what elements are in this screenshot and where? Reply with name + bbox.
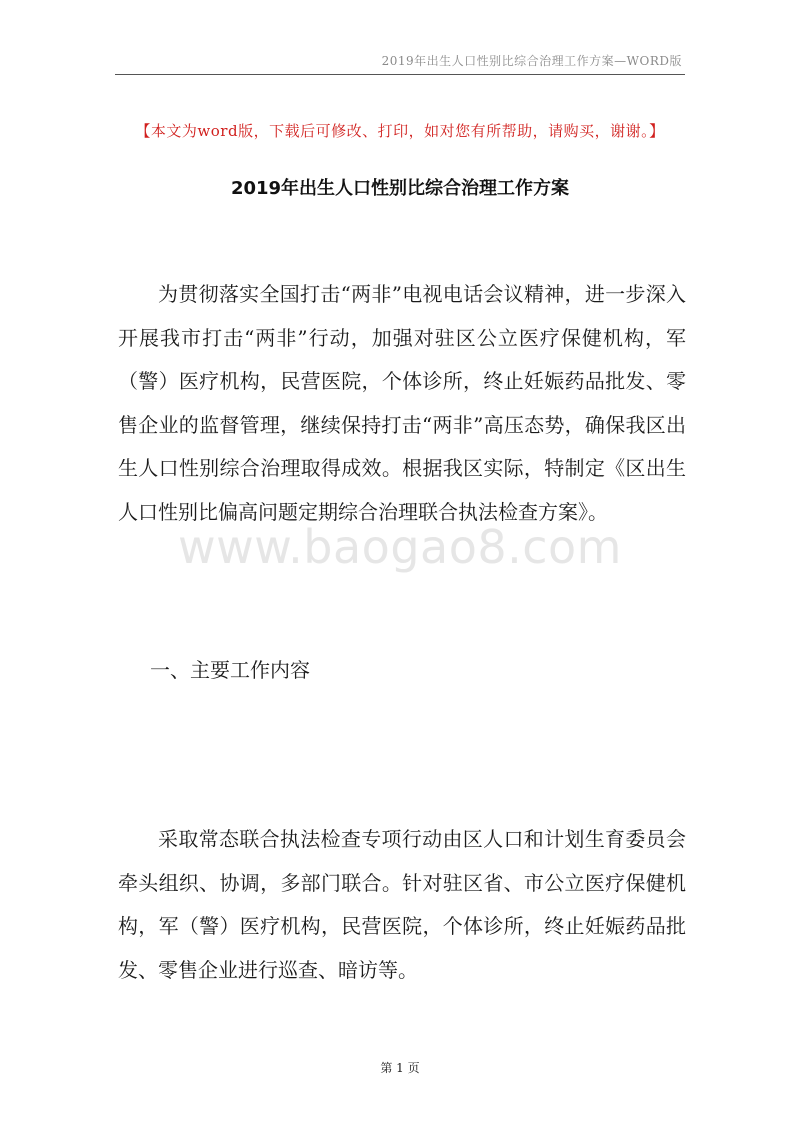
body-paragraph-measures: 采取常态联合执法检查专项行动由区人口和计划生育委员会牵头组织、协调，多部门联合。针对驻区省、市公立医疗保健机构，军（警）医疗机构，民营医院，个体诊所，终止妊娠药品批发、零售企业进行巡查、暗访等。: [118, 827, 686, 982]
section-heading: 一、主要工作内容: [150, 658, 310, 682]
purchase-notice: 【本文为word版，下载后可修改、打印，如对您有所帮助，请购买，谢谢。】: [135, 122, 665, 140]
header-divider: [115, 74, 685, 75]
page-number: 第 1 页: [380, 1061, 420, 1075]
body-paragraph-intro: 为贯彻落实全国打击“两非”电视电话会议精神，进一步深入开展我市打击“两非”行动，加强对驻区公立医疗保健机构，军（警）医疗机构，民营医院，个体诊所，终止妊娠药品批发、零售企业的监督管理，继续保持打击“两非”高压态势，确保我区出生人口性别综合治理取得成效。根据我区实际，特制定《区出生人口性别比偏高问题定期综合治理联合执法检查方案》。: [118, 282, 686, 524]
document-title: 2019年出生人口性别比综合治理工作方案: [230, 178, 570, 199]
watermark: www.baogao8.com: [178, 520, 622, 574]
running-header: 2019年出生人口性别比综合治理工作方案—WORD版: [381, 54, 682, 68]
